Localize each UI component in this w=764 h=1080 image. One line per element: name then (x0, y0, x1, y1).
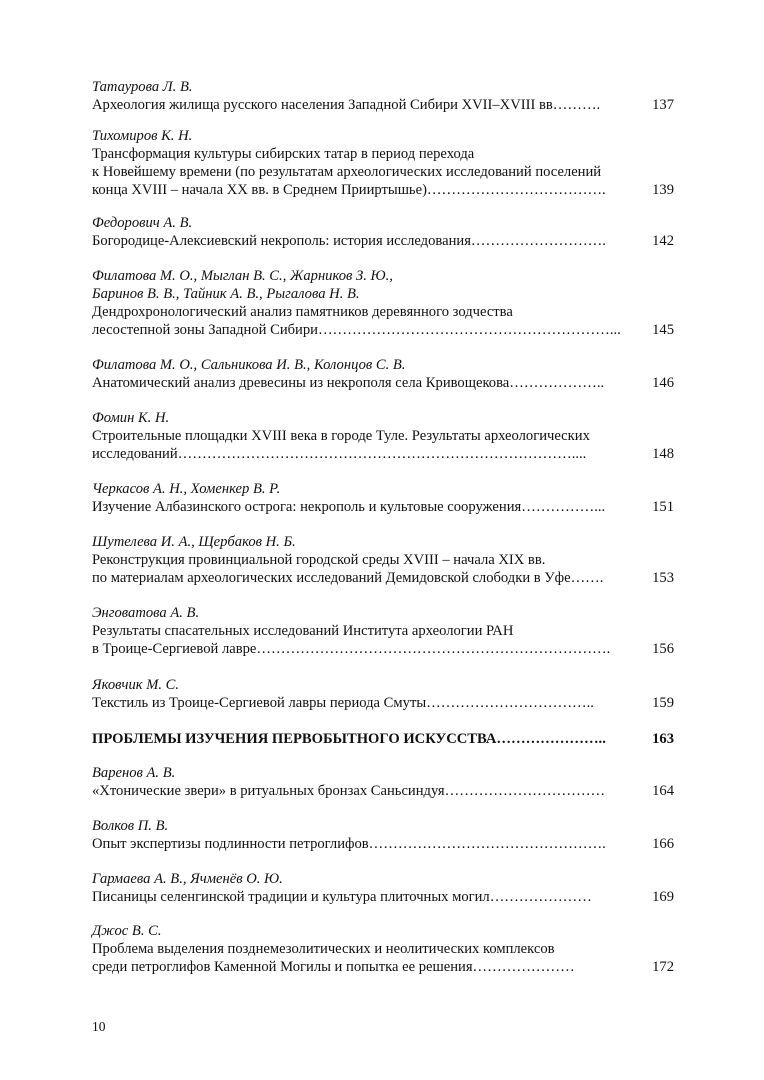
entry-page-number: 169 (652, 889, 674, 905)
entry-page-number: 159 (652, 695, 674, 711)
section-heading: ПРОБЛЕМЫ ИЗУЧЕНИЯ ПЕРВОБЫТНОГО ИСКУССТВА………………….. (92, 731, 606, 747)
toc-section (92, 730, 674, 748)
toc-entry (92, 78, 674, 114)
entry-author: Яковчик М. С. (92, 677, 180, 693)
entry-author: Волков П. В. (92, 818, 169, 834)
entry-title: Изучение Албазинского острога: некрополь и культовые сооружения……………... (92, 499, 606, 515)
entry-author: Энговатова А. В. (92, 605, 200, 621)
toc-entry (92, 764, 674, 800)
entry-title-line (92, 445, 674, 463)
toc-entry (92, 356, 674, 392)
toc-entry (92, 604, 674, 658)
entry-title: Писаницы селенгинской традиции и культура плиточных могил………………… (92, 889, 592, 905)
entry-page-number: 145 (652, 322, 674, 338)
toc-entry (92, 267, 674, 339)
entry-title-line (92, 782, 674, 800)
entry-title-line (92, 181, 674, 199)
entry-page-number: 142 (652, 233, 674, 249)
entry-author: Тихомиров К. Н. (92, 128, 193, 144)
entry-title: конца XVIII – начала XX вв. в Среднем Прииртышье)………………………………. (92, 182, 606, 198)
toc-entry (92, 922, 674, 976)
toc-entry (92, 817, 674, 853)
entry-title-line: Проблема выделения позднемезолитических и неолитических комплексов (92, 941, 555, 957)
entry-title-line (92, 321, 674, 339)
entry-author: Филатова М. О., Сальникова И. В., Колонцов С. В. (92, 357, 406, 373)
entry-title-line (92, 569, 674, 587)
entry-author: Гармаева А. В., Ячменёв О. Ю. (92, 871, 283, 887)
entry-author: Федорович А. В. (92, 215, 193, 231)
entry-title: среди петроглифов Каменной Могилы и попытка ее решения………………… (92, 959, 575, 975)
entry-title-line: Результаты спасательных исследований Института археологии РАН (92, 623, 514, 639)
entry-title-line: Дендрохронологический анализ памятников деревянного зодчества (92, 304, 513, 320)
entry-page-number: 166 (652, 836, 674, 852)
entry-title: Текстиль из Троице-Сергиевой лавры периода Смуты…………………………….. (92, 695, 594, 711)
toc-entry (92, 676, 674, 712)
entry-page-number: 172 (652, 959, 674, 975)
section-heading-line (92, 730, 674, 748)
entry-author: Варенов А. В. (92, 765, 176, 781)
entry-author: Баринов В. В., Тайник А. В., Рыгалова Н. В. (92, 286, 360, 302)
toc-entry (92, 870, 674, 906)
entry-page-number: 146 (652, 375, 674, 391)
toc-entry (92, 409, 674, 463)
entry-title: Археология жилища русского населения Западной Сибири XVII–XVIII вв………. (92, 97, 601, 113)
entry-title-line (92, 640, 674, 658)
entry-page-number: 151 (652, 499, 674, 515)
page-number-footer: 10 (92, 1019, 106, 1034)
entry-page-number: 156 (652, 641, 674, 657)
entry-title: Богородице-Алексиевский некрополь: история исследования………………………. (92, 233, 606, 249)
entry-title: Анатомический анализ древесины из некрополя села Кривощекова……………….. (92, 375, 605, 391)
entry-title-line: к Новейшему времени (по результатам археологических исследований поселений (92, 164, 602, 180)
section-page-number: 163 (652, 731, 674, 747)
entry-title-line (92, 888, 674, 906)
entry-title-line (92, 835, 674, 853)
entry-title: в Троице-Сергиевой лавре………………………………………………………………. (92, 641, 611, 657)
entry-title-line (92, 374, 674, 392)
entry-author: Татаурова Л. В. (92, 79, 193, 95)
entry-author: Филатова М. О., Мыглан В. С., Жарников З. Ю., (92, 268, 393, 284)
entry-page-number: 148 (652, 446, 674, 462)
entry-title-line (92, 96, 674, 114)
toc-entry (92, 214, 674, 250)
entry-author: Черкасов А. Н., Хоменкер В. Р. (92, 481, 281, 497)
entry-title: Опыт экспертизы подлинности петроглифов…………………………………………. (92, 836, 606, 852)
entry-page-number: 137 (652, 97, 674, 113)
toc-entry (92, 480, 674, 516)
entry-title-line: Реконструкция провинциальной городской среды XVIII – начала XIX вв. (92, 552, 546, 568)
entry-title: лесостепной зоны Западной Сибири……………………………………………………... (92, 322, 621, 338)
entry-author: Шутелева И. А., Щербаков Н. Б. (92, 534, 296, 550)
entry-author: Фомин К. Н. (92, 410, 170, 426)
toc-entry (92, 127, 674, 199)
entry-title-line (92, 498, 674, 516)
entry-title-line (92, 694, 674, 712)
entry-title: по материалам археологических исследований Демидовской слободки в Уфе……. (92, 570, 604, 586)
entry-page-number: 139 (652, 182, 674, 198)
toc-entry (92, 533, 674, 587)
entry-page-number: 153 (652, 570, 674, 586)
entry-page-number: 164 (652, 783, 674, 799)
entry-title: «Хтонические звери» в ритуальных бронзах Саньсиндуя…………………………… (92, 783, 606, 799)
entry-title: исследований……………………………………………………………………….... (92, 446, 587, 462)
entry-title-line: Строительные площадки XVIII века в городе Туле. Результаты археологических (92, 428, 590, 444)
entry-author: Джос В. С. (92, 923, 162, 939)
entry-title-line (92, 232, 674, 250)
entry-title-line: Трансформация культуры сибирских татар в период перехода (92, 146, 475, 162)
entry-title-line (92, 958, 674, 976)
